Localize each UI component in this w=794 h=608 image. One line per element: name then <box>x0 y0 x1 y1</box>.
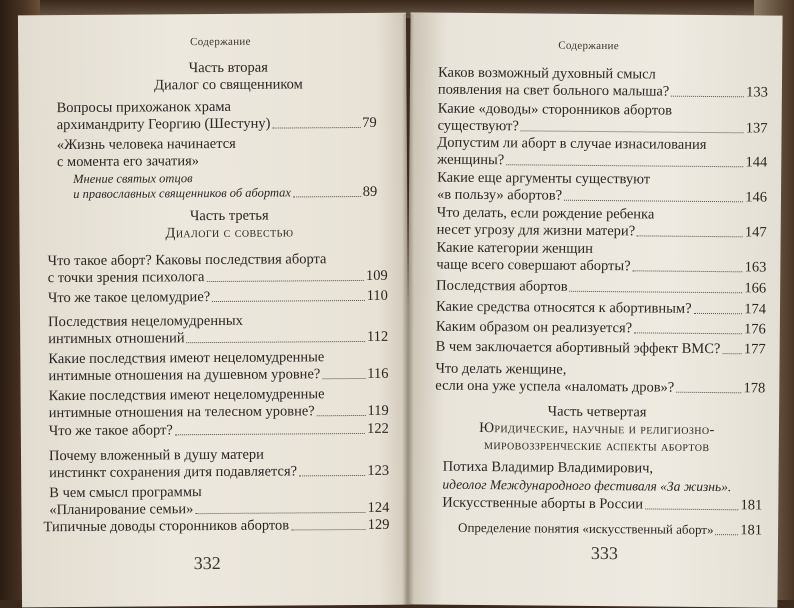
toc-entry-text: Каким образом он реализуется? <box>435 318 633 337</box>
toc-entry-text: интимные отношения на телесном уровне? <box>48 403 315 422</box>
toc-entry-text: если она уже успела «наломать дров»? <box>435 377 675 396</box>
leader-dots <box>195 512 365 514</box>
toc-page-number: 163 <box>744 259 767 276</box>
toc-page-number: 174 <box>744 301 767 318</box>
leader-dots <box>187 341 365 343</box>
toc-entry-text: Последствия нецеломудренных <box>48 312 243 331</box>
toc-entry-text: Какие еще аргументы существуют <box>437 169 651 188</box>
leader-dots <box>175 433 365 435</box>
left-page <box>18 13 410 608</box>
toc-entry[interactable] <box>442 495 762 515</box>
leader-dots <box>206 280 364 282</box>
toc-entry[interactable] <box>435 361 765 398</box>
toc-page-number: 110 <box>366 287 388 304</box>
toc-entry[interactable] <box>49 421 389 440</box>
toc-entry[interactable] <box>48 288 388 307</box>
toc-entry[interactable] <box>73 170 377 202</box>
toc-page-number: 109 <box>365 267 388 284</box>
toc-entry-text: Что же такое аборт? <box>48 422 173 440</box>
leader-dots <box>212 300 365 302</box>
toc-page-number: 176 <box>744 321 766 338</box>
toc-page-number: 123 <box>367 462 390 479</box>
toc-page-number: 144 <box>745 154 768 171</box>
part-two-heading <box>78 59 378 95</box>
leader-dots <box>299 475 365 476</box>
toc-entry-text: В чем заключается абортивный эффект ВМС? <box>435 338 721 358</box>
toc-entry-text: архимандриту Георгию (Шестуну) <box>56 115 271 134</box>
toc-entry[interactable] <box>49 386 389 422</box>
toc-page-number: 119 <box>367 402 389 419</box>
toc-page-number: 181 <box>740 497 763 514</box>
toc-entry-text: Определение понятия «искусственный аборт» <box>458 519 714 538</box>
toc-entry[interactable] <box>436 240 766 277</box>
toc-page-number: 146 <box>745 189 768 206</box>
toc-entry-text: инстинкт сохранения дитя подавляется? <box>49 463 298 482</box>
leader-dots <box>715 534 738 535</box>
toc-entry-text: Мнение святых отцов <box>73 171 193 186</box>
toc-page-number: 79 <box>362 114 377 131</box>
part-subtitle: Диалоги с совестью <box>165 224 294 242</box>
part-title: Часть третья <box>189 207 269 225</box>
part-subtitle: Диалог со священником <box>154 76 303 94</box>
toc-entry-text: Что делать, если рождение ребенка <box>436 204 655 223</box>
toc-entry-text: Искусственные аборты в России <box>442 494 644 513</box>
leader-dots <box>671 96 744 98</box>
toc-entry-text: женщины? <box>437 151 505 169</box>
toc-entry-text: Какие последствия имеют нецеломудренные <box>48 349 325 368</box>
toc-entry[interactable] <box>436 339 766 359</box>
toc-entry[interactable] <box>438 65 768 102</box>
toc-page-number: 166 <box>744 280 767 297</box>
toc-entry[interactable] <box>438 101 768 138</box>
toc-entry-text: Какие средства относятся к абортивным? <box>435 298 692 317</box>
toc-entry-text: интимных отношений <box>48 330 185 348</box>
toc-page-number: 177 <box>743 341 766 358</box>
toc-entry-text: Что же такое целомудрие? <box>47 289 211 307</box>
toc-entry[interactable] <box>437 205 767 242</box>
toc-entry[interactable] <box>48 251 388 287</box>
leader-dots <box>634 332 742 334</box>
part-three-heading <box>79 207 379 243</box>
leader-dots <box>637 235 743 237</box>
toc-entry-text: с точки зрения психолога <box>47 269 205 287</box>
toc-entry-text: «в пользу» абортов? <box>436 186 563 204</box>
leader-dots <box>506 164 743 167</box>
leader-dots <box>645 508 739 510</box>
toc-page-number: 129 <box>367 516 390 533</box>
toc-entry-text: Почему вложенный в душу матери <box>48 446 264 465</box>
leader-dots <box>291 529 366 531</box>
page-number: 332 <box>193 552 221 574</box>
toc-entry[interactable] <box>458 519 762 540</box>
leader-dots <box>694 313 743 314</box>
running-head: Содержание <box>558 39 619 53</box>
leader-dots <box>676 392 741 394</box>
toc-entry-text: несет угрозу для жизни матери? <box>436 221 636 240</box>
leader-dots <box>521 130 744 133</box>
toc-entry-text: появления на свет больного малыша? <box>437 81 670 100</box>
right-page <box>405 12 782 607</box>
toc-entry[interactable] <box>43 517 389 536</box>
toc-entry[interactable] <box>48 312 388 348</box>
toc-entry-text: «Планирование семьи» <box>49 501 194 519</box>
part-subtitle: Юридические, научные и религиозно- <box>479 420 715 439</box>
toc-entry-text: интимные отношения на душевном уровне? <box>48 366 321 385</box>
toc-entry[interactable] <box>436 299 766 319</box>
toc-entry-text: В чем смысл программы <box>49 484 202 502</box>
toc-page-number: 147 <box>744 224 767 241</box>
toc-entry-text: с момента его зачатия» <box>56 153 200 171</box>
toc-entry-text: Последствия абортов <box>436 277 568 295</box>
leader-dots <box>322 378 365 379</box>
toc-entry[interactable] <box>436 319 766 339</box>
toc-page-number: 124 <box>367 499 390 516</box>
leader-dots <box>722 353 742 354</box>
toc-entry[interactable] <box>437 170 767 207</box>
author-name: Потиха Владимир Владимирович, <box>442 458 654 477</box>
toc-entry-text: «Жизнь человека начинается <box>56 135 236 154</box>
toc-entry[interactable] <box>48 349 388 385</box>
toc-entry-text: Что делать женщине, <box>435 360 567 378</box>
leader-dots <box>564 200 743 203</box>
author-block <box>442 459 762 496</box>
toc-page-number: 112 <box>366 328 389 345</box>
toc-page-number: 181 <box>740 522 763 539</box>
toc-entry-text: Каков возможный духовный смысл <box>437 64 656 83</box>
part-title: Часть вторая <box>188 59 268 77</box>
leader-dots <box>293 196 361 197</box>
toc-page-number: 178 <box>743 380 766 397</box>
running-head: Содержание <box>190 35 251 49</box>
part-subtitle: мировоззренческие аспекты абортов <box>484 437 710 456</box>
toc-page-number: 137 <box>745 120 768 137</box>
toc-entry-text: существуют? <box>437 117 519 135</box>
toc-page-number: 116 <box>367 365 389 382</box>
toc-page-number: 133 <box>746 84 768 101</box>
leader-dots <box>317 415 366 416</box>
toc-entry-text: Какие «доводы» сторонников абортов <box>437 100 673 119</box>
book-gutter <box>402 14 414 606</box>
leader-dots <box>570 291 743 294</box>
toc-entry[interactable] <box>49 483 389 519</box>
author-role: идеолог Международного фестиваля «За жизнь». <box>442 476 732 495</box>
toc-entry-text: Что такое аборт? Каковы последствия аборта <box>47 251 327 270</box>
toc-page-number: 122 <box>367 420 389 437</box>
toc-entry[interactable] <box>49 446 389 482</box>
toc-entry-text: Какие категории женщин <box>436 239 593 257</box>
toc-entry-text: Вопросы прихожанок храма <box>56 98 231 117</box>
toc-entry[interactable] <box>437 135 767 172</box>
toc-entry[interactable] <box>57 98 377 134</box>
leader-dots <box>272 127 360 129</box>
toc-page-number: 89 <box>362 183 378 200</box>
part-four-heading <box>437 403 757 457</box>
toc-entry[interactable] <box>436 278 766 298</box>
toc-entry-text: Какие последствия имеют нецеломудренные <box>48 386 325 405</box>
toc-entry-text: Типичные доводы сторонников абортов <box>43 517 290 536</box>
leader-dots <box>633 270 743 272</box>
toc-entry-text: и православных священников об абортах <box>73 185 291 201</box>
toc-entry-text: Допустим ли аборт в случае изнасилования <box>437 134 707 153</box>
part-title: Часть четвертая <box>547 403 647 421</box>
toc-entry[interactable] <box>57 135 377 171</box>
page-number: 333 <box>590 542 618 564</box>
toc-entry-text: чаще всего совершают аборты? <box>436 256 631 275</box>
